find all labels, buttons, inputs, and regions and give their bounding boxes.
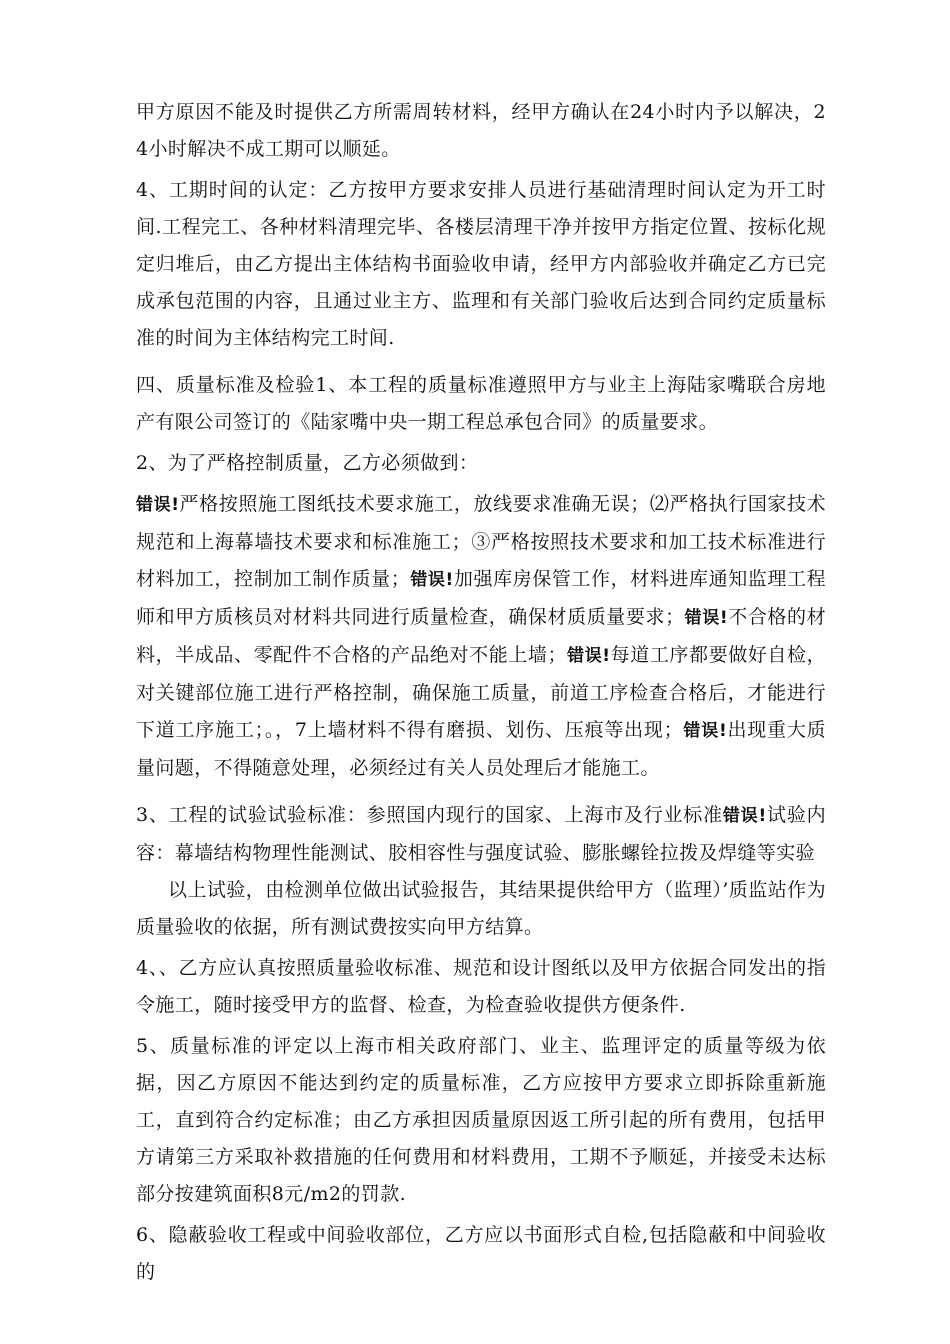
paragraph-material-supply: 甲方原因不能及时提供乙方所需周转材料，经甲方确认在24小时内予以解决，24小时解决不成工期可以顺延。 bbox=[136, 101, 826, 160]
error-marker: 错误! bbox=[136, 495, 180, 515]
error-marker: 错误! bbox=[566, 646, 611, 666]
document-body bbox=[136, 94, 826, 1291]
testing-content-text: 试验内容：幕墙结构物理性能测试、胶相容性与强度试验、膨胀螺铨拉拨及焊缝等实验 bbox=[136, 804, 827, 864]
paragraph-testing-standard bbox=[136, 797, 826, 872]
testing-standard-text: 3、工程的试验试验标准：参照国内现行的国家、上海市及行业标准 bbox=[136, 804, 723, 826]
quality-item-text: 严格按照施工图纸技术要求施工，放线要求准确无误；⑵严格执行国家技术规范和上海幕墙技术要求和标准施工；③严格按照技术要求和加工技术标准进行材料加工，控制加工制作质量； bbox=[136, 493, 827, 590]
paragraph-quality-control-intro: 2、为了严格控制质量，乙方必须做到： bbox=[136, 452, 479, 474]
paragraph-quality-evaluation: 5、质量标准的评定以上海市相关政府部门、业主、监理评定的质量等级为依据，因乙方原因不能达到约定的质量标准，乙方应按甲方要求立即拆除重新施工，直到符合约定标准；由乙方承担因质量原因返工所引起的所有费用，包括甲方请第三方采取补救措施的任何费用和材料费用，工期不予顺延，并接受未达标部分按建筑面积8元/m2的罚款. bbox=[136, 1035, 826, 1205]
quality-item-text: 不合格的材料，半成品、零配件不合格的产品绝对不能上墙； bbox=[136, 606, 827, 666]
paragraph-supervision: 4、、乙方应认真按照质量验收标准、规范和设计图纸以及甲方依据合同发出的指令施工，随时接受甲方的监督、检查，为检查验收提供方便条件. bbox=[136, 957, 826, 1016]
error-marker: 错误! bbox=[410, 570, 454, 590]
paragraph-test-report: 以上试验，由检测单位做出试验报告，其结果提供给甲方（监理）’质监站作为质量验收的依据，所有测试费按实向甲方结算。 bbox=[136, 879, 826, 938]
paragraph-hidden-acceptance: 6、隐蔽验收工程或中间验收部位，乙方应以书面形式自检,包括隐蔽和中间验收的 bbox=[136, 1224, 826, 1283]
paragraph-quality-standard: 四、质量标准及检验1、本工程的质量标准遵照甲方与业主上海陆家嘴联合房地产有限公司签订的《陆家嘴中央一期工程总承包合同》的质量要求。 bbox=[136, 374, 826, 433]
quality-item-text: 出现重大质量问题，不得随意处理，必须经过有关人员处理后才能施工。 bbox=[136, 719, 826, 779]
paragraph-quality-control-items bbox=[136, 486, 826, 787]
paragraph-schedule-definition: 4、工期时间的认定：乙方按甲方要求安排人员进行基础清理时间认定为开工时间.工程完工、各种材料清理完毕、各楼层清理干净并按甲方指定位置、按标化规定归堆后，由乙方提出主体结构书面验收申请，经甲方内部验收并确定乙方已完成承包范围的内容，且通过业主方、监理和有关部门验收后达到合同约定质量标准的时间为主体结构完工时间. bbox=[136, 179, 826, 349]
error-marker: 错误! bbox=[684, 608, 729, 628]
error-marker: 错误! bbox=[683, 721, 728, 741]
quality-item-text: 加强库房保管工作，材料进库通知监理工程师和甲方质核员对材料共同进行质量检查，确保材质质量要求； bbox=[136, 568, 826, 628]
error-marker: 错误! bbox=[722, 806, 767, 826]
quality-item-text: 每道工序都要做好自检，对关键部位施工进行严格控制，确保施工质量，前道工序检查合格后，才能进行下道工序施工；。，7上墙材料不得有磨损、划伤、压痕等出现； bbox=[136, 644, 826, 741]
